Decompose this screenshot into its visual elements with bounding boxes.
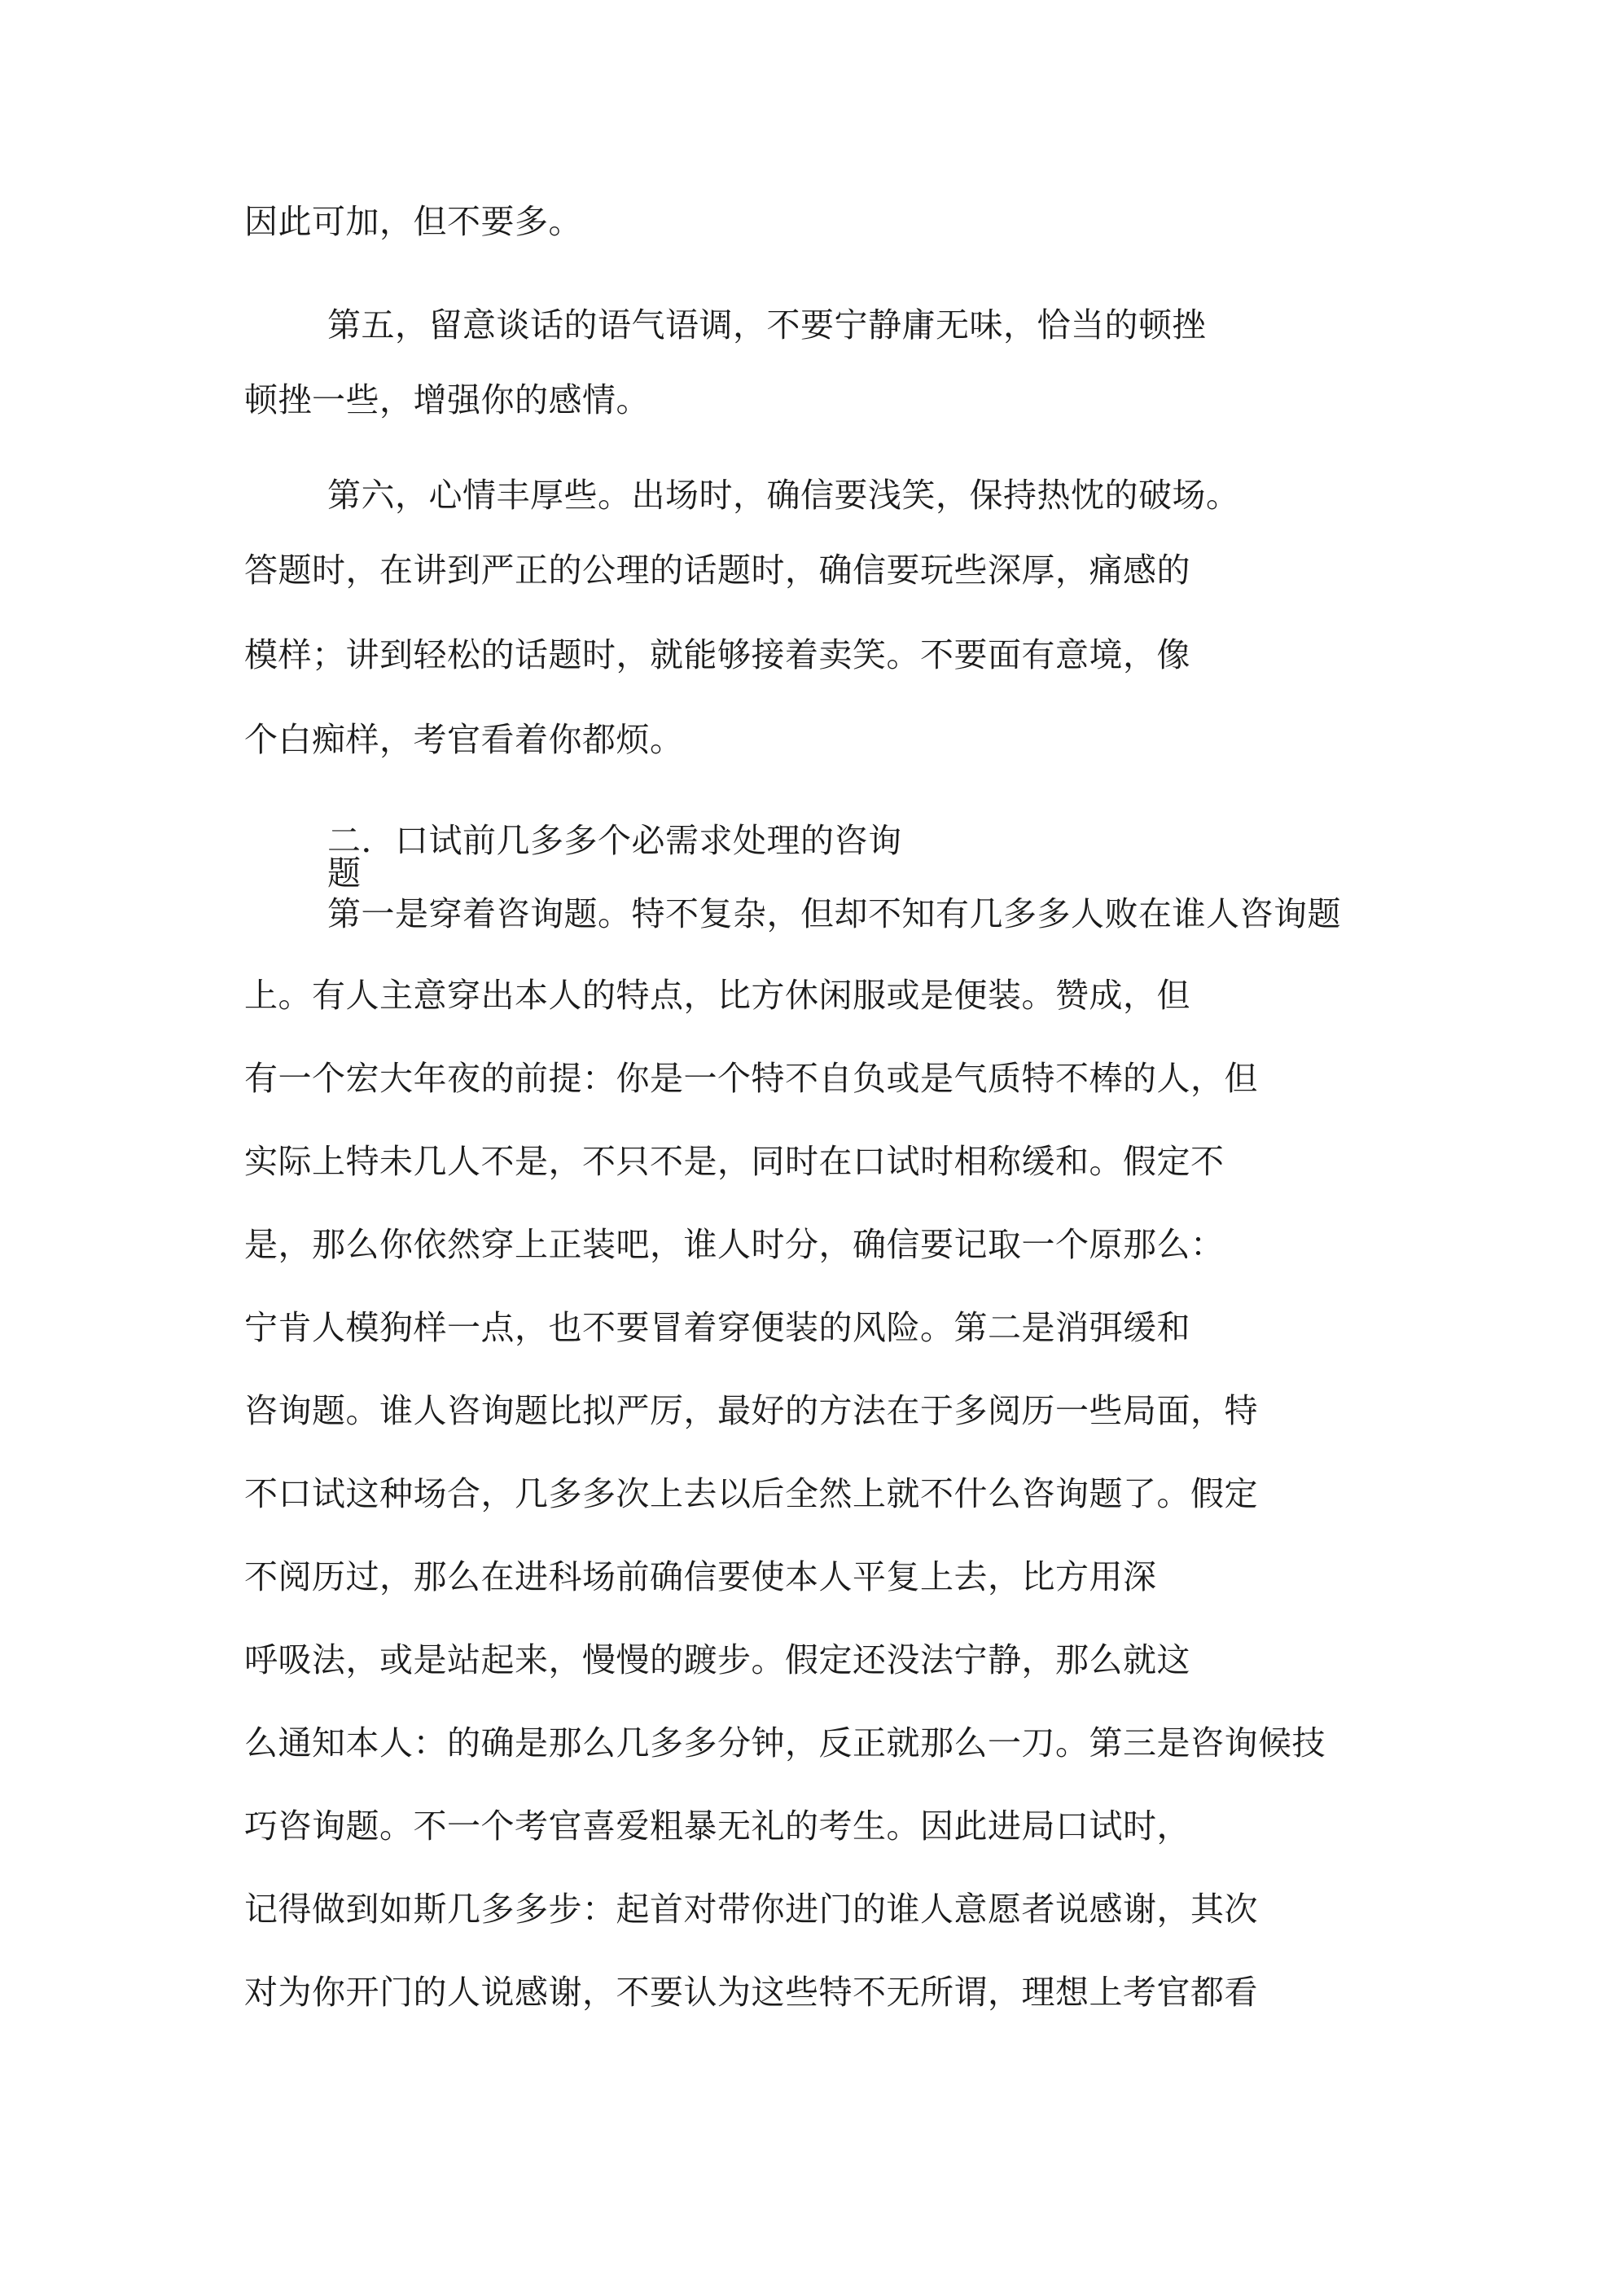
text-line: 不阅历过，那么在进科场前确信要使本人平复上去，比方用深 [244,1557,1157,1596]
text-line: 宁肯人模狗样一点，也不要冒着穿便装的风险。第二是消弭缓和 [244,1308,1190,1347]
text-line: 不口试这种场合，几多多次上去以后全然上就不什么咨询题了。假定 [244,1474,1258,1513]
text-line: 模样；讲到轻松的话题时，就能够接着卖笑。不要面有意境，像 [244,635,1190,674]
text-line: 第六，心情丰厚些。出场时，确信要浅笑，保持热忱的破场。 [327,476,1240,515]
text-line: 么通知本人：的确是那么几多多分钟，反正就那么一刀。第三是咨询候技 [244,1723,1326,1763]
text-line: 咨询题。谁人咨询题比拟严厉，最好的方法在于多阅历一些局面，特 [244,1391,1258,1430]
section-heading-continuation: 题 [327,854,362,893]
text-line: 是，那么你依然穿上正装吧，谁人时分，确信要记取一个原那么： [244,1225,1225,1264]
text-line: 个白痴样，考官看着你都烦。 [244,720,684,759]
text-line: 呼吸法，或是站起来，慢慢的踱步。假定还没法宁静，那么就这 [244,1640,1190,1679]
text-line: 因此可加，但不要多。 [244,202,582,241]
text-line: 上。有人主意穿出本人的特点，比方休闲服或是便装。赞成，但 [244,976,1190,1015]
text-line: 记得做到如斯几多多步：起首对带你进门的谁人意愿者说感谢，其次 [244,1890,1258,1929]
section-heading: 二．口试前几多多个必需求处理的咨询 [327,821,902,860]
text-line: 对为你开门的人说感谢，不要认为这些特不无所谓，理想上考官都看 [244,1973,1258,2012]
text-line: 第五，留意谈话的语气语调，不要宁静庸无味，恰当的顿挫 [327,305,1206,345]
text-line: 实际上特未几人不是，不只不是，同时在口试时相称缓和。假定不 [244,1142,1225,1181]
text-line: 巧咨询题。不一个考官喜爱粗暴无礼的考生。因此进局口试时， [244,1807,1190,1846]
text-line: 答题时，在讲到严正的公理的话题时，确信要玩些深厚，痛感的 [244,551,1190,590]
text-line: 有一个宏大年夜的前提：你是一个特不自负或是气质特不棒的人，但 [244,1059,1258,1098]
text-line: 顿挫一些，增强你的感情。 [244,380,650,419]
text-line: 第一是穿着咨询题。特不复杂，但却不知有几多多人败在谁人咨询题 [327,894,1341,933]
